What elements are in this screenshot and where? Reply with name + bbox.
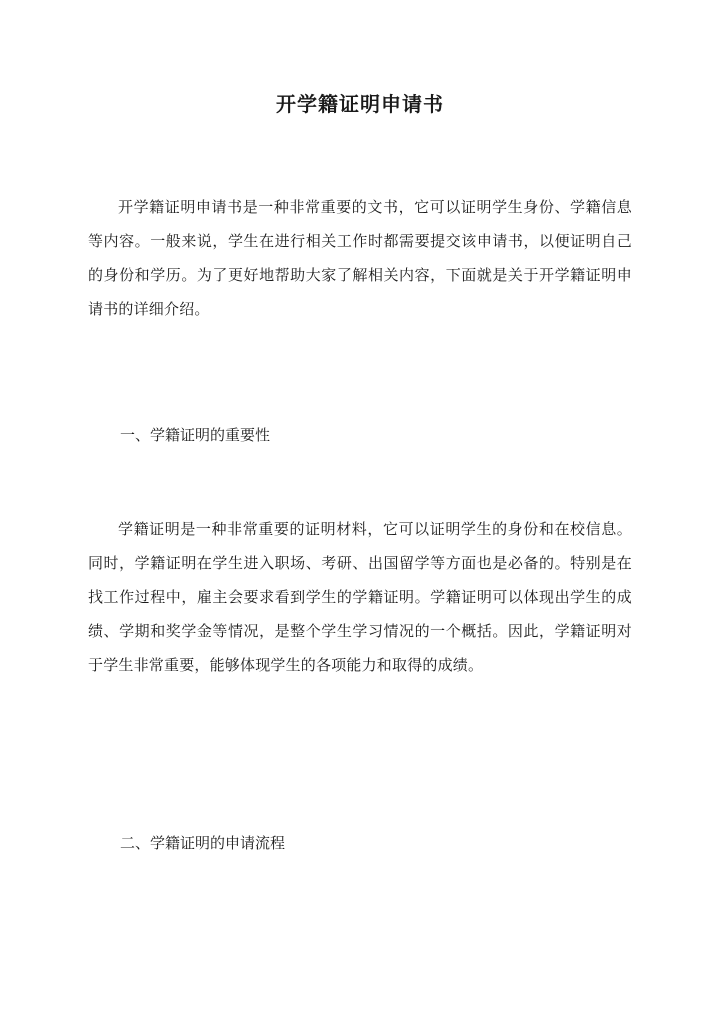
document-title: 开学籍证明申请书 — [276, 92, 444, 116]
intro-paragraph: 开学籍证明申请书是一种非常重要的文书，它可以证明学生身份、学籍信息等内容。一般来说，学生在进行相关工作时都需要提交该申请书，以便证明自己的身份和学历。为了更好地帮助大家了解相关内容，下面就是关于开学籍证明申请书的详细介绍。 — [88, 198, 632, 318]
importance-paragraph: 学籍证明是一种非常重要的证明材料，它可以证明学生的身份和在校信息。同时，学籍证明在学生进入职场、考研、出国留学等方面也是必备的。特别是在找工作过程中，雇主会要求看到学生的学籍证明。学籍证明可以体现出学生的成绩、学期和奖学金等情况，是整个学生学习情况的一个概括。因此，学籍证明对于学生非常重要，能够体现学生的各项能力和取得的成绩。 — [88, 520, 632, 674]
section-heading-process: 二、学籍证明的申请流程 — [120, 834, 286, 852]
section-heading-importance: 一、学籍证明的重要性 — [120, 426, 271, 444]
